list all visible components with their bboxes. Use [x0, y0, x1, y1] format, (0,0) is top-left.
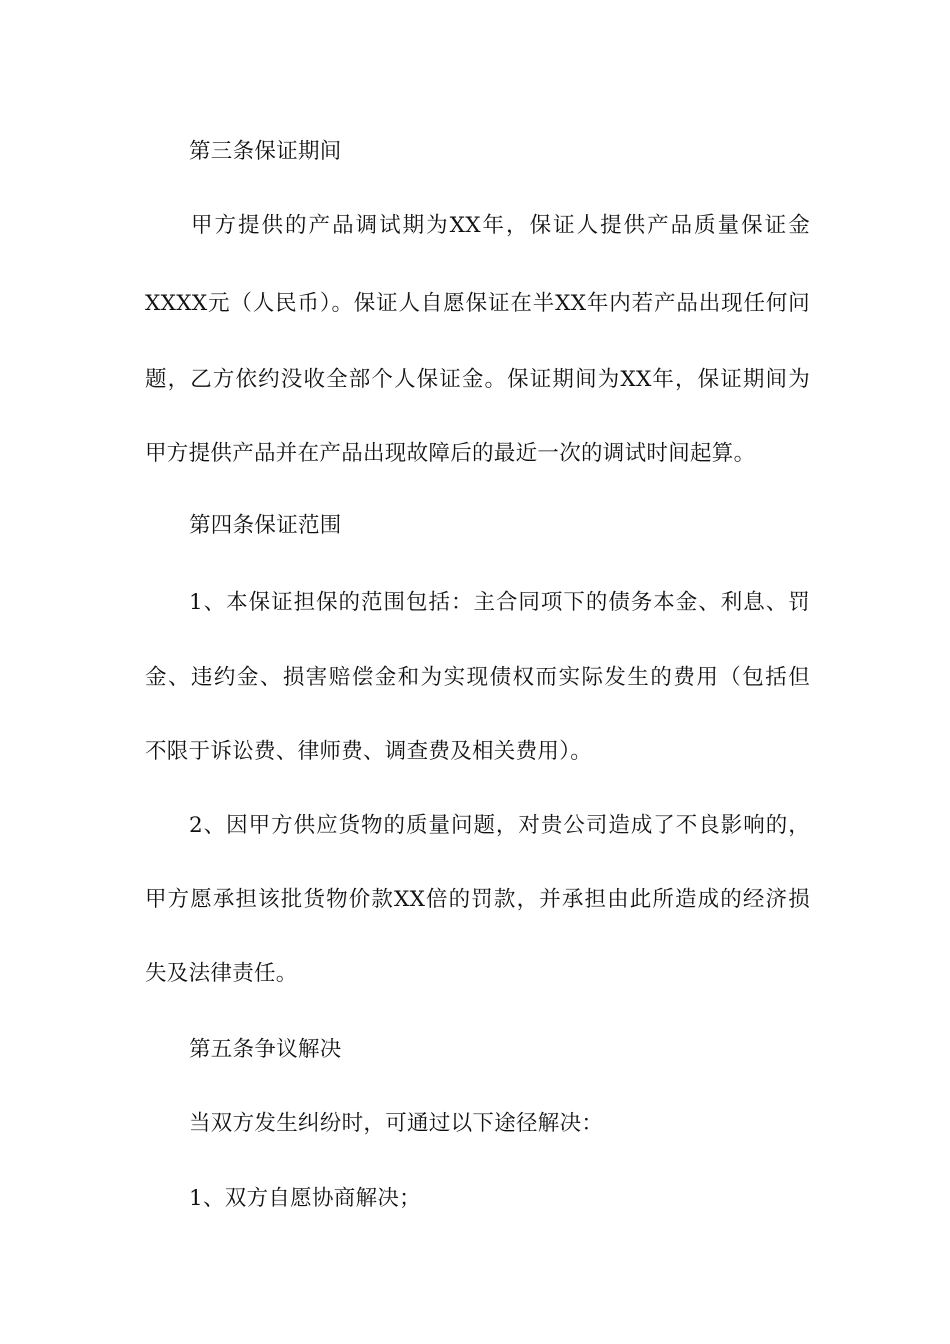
paragraph-line: 金、违约金、损害赔偿金和为实现债权而实际发生的费用（包括但 [145, 665, 810, 690]
paragraph-line: 2、因甲方供应货物的质量问题，对贵公司造成了不良影响的， [189, 813, 810, 838]
paragraph-line: 甲方提供的产品调试期为XX年，保证人提供产品质量保证金 [191, 213, 810, 238]
paragraph-line: 失及法律责任。 [145, 961, 298, 986]
paragraph-line: 1、本保证担保的范围包括：主合同项下的债务本金、利息、罚 [189, 590, 810, 615]
paragraph-line: 甲方愿承担该批货物价款XX倍的罚款，并承担由此所造成的经济损 [145, 887, 810, 912]
list-item: 1、双方自愿协商解决； [189, 1186, 421, 1211]
paragraph-line: 题，乙方依约没收全部个人保证金。保证期间为XX年，保证期间为 [145, 367, 810, 392]
paragraph-line: 当双方发生纠纷时，可通过以下途径解决： [189, 1111, 604, 1136]
paragraph-line: 不限于诉讼费、律师费、调查费及相关费用）。 [145, 739, 593, 764]
paragraph-line: 甲方提供产品并在产品出现故障后的最近一次的调试时间起算。 [145, 441, 756, 466]
section-heading-4: 第四条保证范围 [189, 513, 342, 538]
paragraph-line: XXXX元（人民币）。保证人自愿保证在半XX年内若产品出现任何问 [145, 291, 810, 316]
section-heading-5: 第五条争议解决 [189, 1037, 342, 1062]
section-heading-3: 第三条保证期间 [189, 139, 342, 164]
